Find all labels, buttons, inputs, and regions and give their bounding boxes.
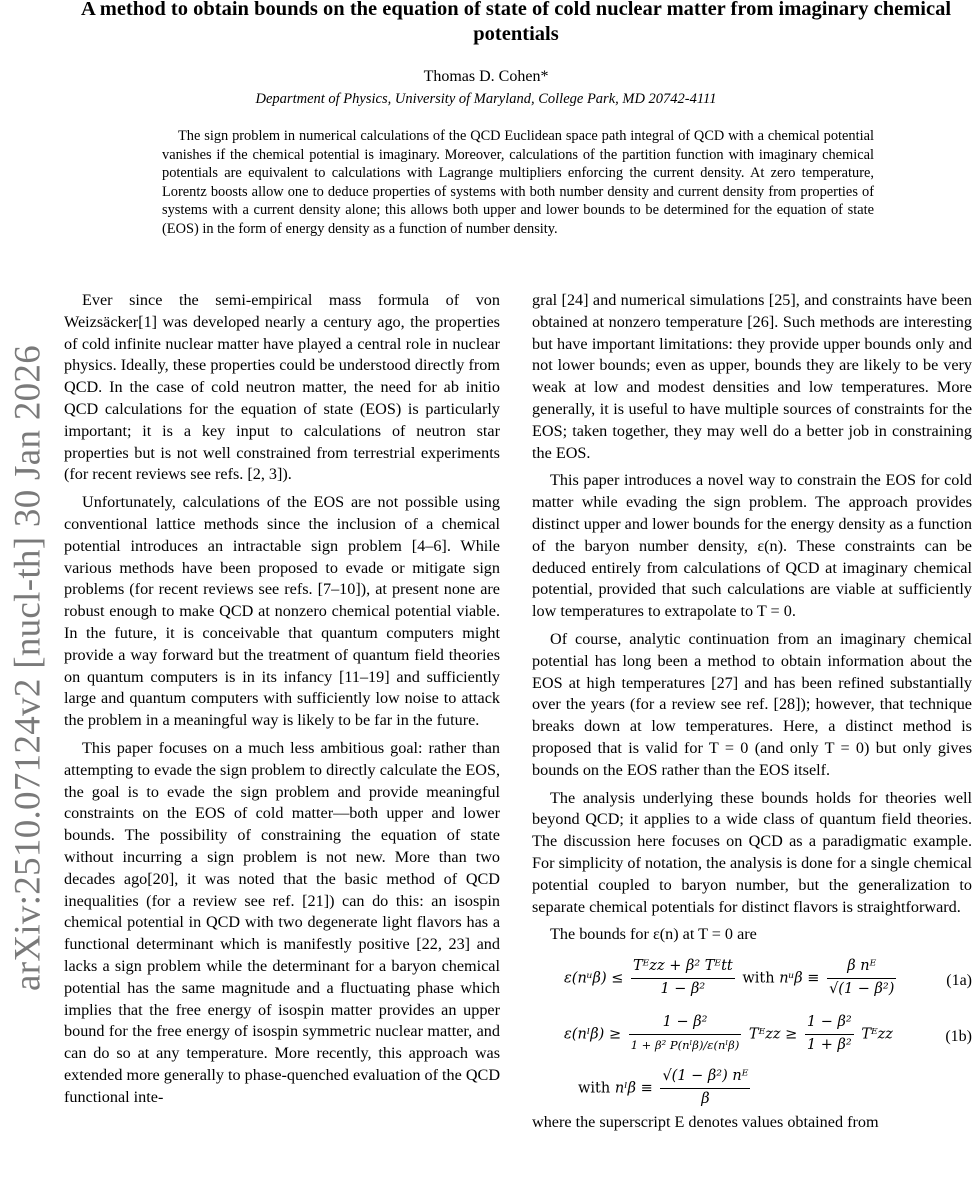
def-numerator: √(1 − β²) nᴱ [660,1066,750,1089]
arxiv-identifier: arXiv:2510.07124v2 [nucl-th] 30 Jan 2026 [7,344,49,992]
paragraph: This paper introduces a novel way to constrain the EOS for cold matter while evading the sign problem. The approach provides distinct upper and lower bounds for the energy density as a function of the baryon number density, ε(n). These constraints can be deduced entirely from calculations of QCD at imaginary chemical potential, provided that such calculations are viable at sufficiently low temperatures to extrapolate to T = 0. [532,471,972,621]
paragraph: Ever since the semi-empirical mass formula of von Weizsäcker[1] was developed nearly a century ago, the properties of cold infinite nuclear matter have played a central role in nuclear physics. Ideally, these properties could be understood directly from QCD. In the case of cold neutron matter, the need for ab initio QCD calculations for the equation of state (EOS) is particularly important; it is a key input to calculations of neutron star properties but is not well constrained from terrestrial experiments (for recent reviews see refs. [2, 3]). [64,291,500,484]
eq1a-def-denominator: √(1 − β²) [829,980,895,997]
right-column [532,290,972,1140]
eq1a-numerator: Tᴱzz + β² Tᴱtt [631,956,735,979]
definition-line [532,1064,972,1112]
paragraph: Unfortunately, calculations of the EOS are not possible using conventional lattice methods since the inclusion of a chemical potential introduces an intractable sign problem [4–6]. While various methods have been proposed to evade or mitigate sign problems (for recent reviews see refs. [7–10]), at present none are robust enough to make QCD at nonzero chemical potential viable. In the future, it is conceivable that quantum computers might provide a way forward but the treatment of quantum field theories on quantum computers is in its infancy [11–19] and sufficiently large and quantum computers with sufficiently low noise to attack the problem in a meaningful way is likely to be far in the future. [64,493,500,730]
equation-number: (1b) [945,1028,972,1046]
eq1a-denominator: 1 − β² [660,980,706,997]
eq1b-fraction-2 [805,1012,854,1057]
left-column [64,290,500,1114]
eq1b-denominator-2: 1 + β² [806,1036,852,1053]
paragraph: where the superscript E denotes values obtained from [532,1113,879,1132]
def-lhs: nˡβ ≡ [614,1080,653,1097]
paragraph: The bounds for ε(n) at T = 0 are [550,925,757,944]
paragraph: The analysis underlying these bounds holds for theories well beyond QCD; it applies to a wide class of quantum field theories. The discussion here focuses on QCD as a paradigmatic example. For simplicity of notation, the analysis is done for a single chemical potential coupled to baryon number, but the generalization to separate chemical potentials for distinct flavors is straightforward. [532,788,972,916]
with-word: with [578,1080,611,1097]
paper-title: A method to obtain bounds on the equation of state of cold nuclear matter from imaginary chemical potentials [80,0,952,45]
equation-1a [532,952,972,1008]
eq1a-def-lhs: nᵘβ ≡ [779,970,820,987]
eq1b-denominator: 1 + β² P(nˡβ)/ε(nˡβ) [630,1037,740,1052]
eq1a-with: with [742,970,775,987]
affiliation: Department of Physics, University of Maryland, College Park, MD 20742-4111 [255,91,717,107]
eq1b-numerator: 1 − β² [629,1012,742,1035]
eq1a-fraction [631,956,735,1001]
eq1a-lhs: ε(nᵘβ) ≤ [564,970,624,987]
abstract: The sign problem in numerical calculations of the QCD Euclidean space path integral of QCD with a chemical potential vanishes if the chemical potential is imaginary. Moreover, calculations of the partition function with imaginary chemical potentials are equivalent to calculations with Lagrange multipliers enforcing the current density. At zero temperature, Lorentz boosts allow one to deduce properties of systems with both number density and current density from properties of systems with a current density alone; this allows both upper and lower bounds to be determined for the equation of state (EOS) in the form of energy density as a function of number density. [162,128,874,237]
paragraph: Of course, analytic continuation from an imaginary chemical potential has long been a method to obtain information about the EOS at high temperatures [27] and has been refined substantially over the years (for a review see ref. [28]); however, that technique breaks down at low temperatures. Here, a distinct method is proposed that is valid for T = 0 (and only T = 0) but only gives bounds on the EOS rather than the EOS itself. [532,629,972,779]
eq1b-tail: Tᴱzz [861,1026,893,1043]
eq1b-numerator-2: 1 − β² [805,1012,854,1035]
def-fraction [660,1066,750,1111]
paragraph: gral [24] and numerical simulations [25], and constraints have been obtained at nonzero temperature [26]. Such methods are interesting but have important limitations: they provide upper bounds only and not lower bounds; even as upper, bounds they are likely to be very weak at low and modest densities and low temperatures. More generally, it is useful to have multiple sources of constraints for the EOS; taken together, they may well do a better job in constraining the EOS. [532,291,972,462]
equation-1b [532,1008,972,1064]
eq1a-def-numerator: β nᴱ [827,956,896,979]
eq1a-def-fraction [827,956,896,1001]
eq1b-mid: Tᴱzz ≥ [748,1026,798,1043]
equation-number: (1a) [946,972,972,990]
arxiv-sidebar [0,318,58,1018]
eq1b-lhs: ε(nˡβ) ≥ [564,1026,622,1043]
def-denominator: β [701,1090,710,1107]
author: Thomas D. Cohen* [423,68,549,85]
eq1b-fraction [629,1012,742,1057]
paragraph: This paper focuses on a much less ambitious goal: rather than attempting to evade the sign problem to directly calculate the EOS, the goal is to evade the sign problem and provide meaningful constraints on the EOS of cold matter—both upper and lower bounds. The possibility of constraining the equation of state without incurring a sign problem is not new. More than two decades ago[20], it was noted that the basic method of QCD inequalities (for a review see ref. [21]) can do this: an isospin chemical potential in QCD with two degenerate light flavors has a functional determinant which is manifestly positive [22, 23] and lacks a sign problem while the determinant for a baryon chemical potential has the same magnitude and a fluctuating phase which implies that the free energy of isospin matter provides an upper bound for the free energy of isospin symmetric nuclear matter, and can do so at any temperature. More recently, this approach was extended more generally to phase-quenched evaluation of the QCD functional inte- [64,738,501,1106]
